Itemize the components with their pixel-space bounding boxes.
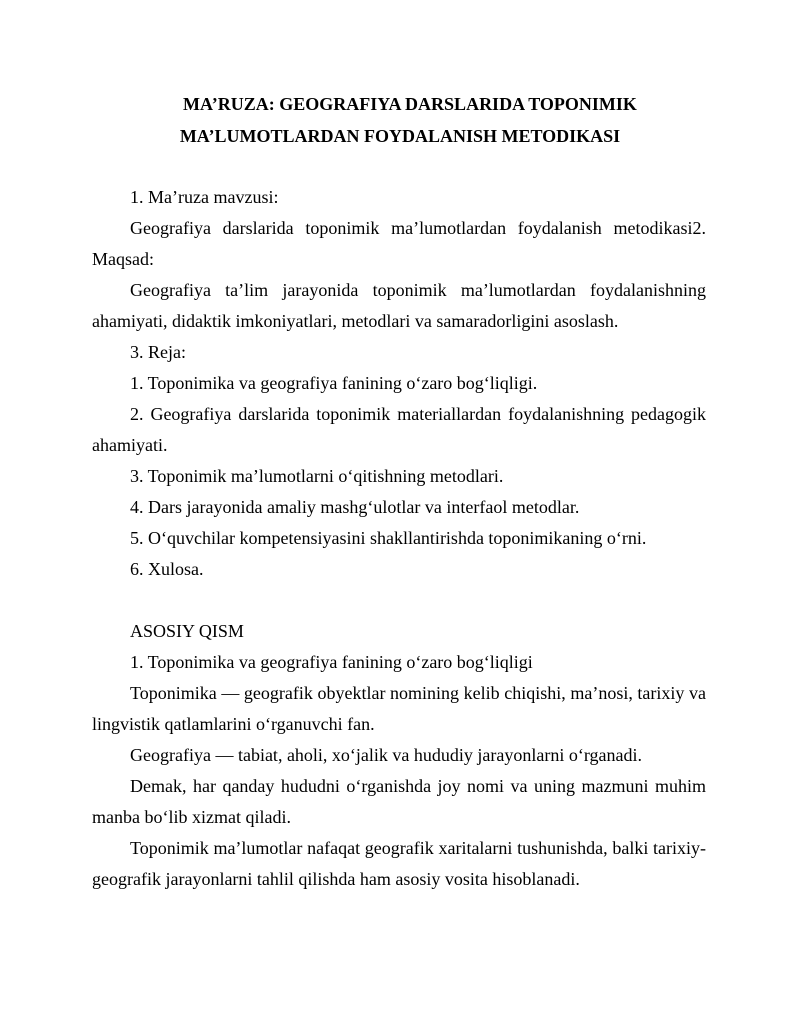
body-paragraph: Geografiya — tabiat, aholi, xo‘jalik va hududiy jarayonlarni o‘rganadi. (130, 745, 643, 765)
body-paragraph: Toponimik ma’lumotlar nafaqat geografik xaritalarni tushunishda, balki tarixiy-geografik jarayonlarni tahlil qilishda ham asosiy vosita hisoblanadi. (92, 838, 706, 889)
goal-text: Geografiya ta’lim jarayonida toponimik ma’lumotlardan foydalanishning ahamiyati, didaktik imkoniyatlari, metodlari va samaradorligini asoslash. (92, 280, 706, 331)
document-title-line-1: MA’RUZA: GEOGRAFIYA DARSLARIDA TOPONIMIK (183, 94, 637, 114)
plan-item: 3. Toponimik ma’lumotlarni o‘qitishning metodlari. (130, 466, 504, 486)
plan-item: 5. O‘quvchilar kompetensiyasini shakllantirishda toponimikaning o‘rni. (130, 528, 647, 548)
section-heading: 1. Toponimika va geografiya fanining o‘zaro bog‘liqligi (130, 652, 533, 672)
topic-text: Geografiya darslarida toponimik ma’lumotlardan foydalanish metodikasi2. Maqsad: (92, 218, 706, 269)
plan-item: 4. Dars jarayonida amaliy mashg‘ulotlar va interfaol metodlar. (130, 497, 580, 517)
plan-item: 6. Xulosa. (130, 559, 204, 579)
main-heading: ASOSIY QISM (130, 621, 244, 641)
plan-item: 1. Toponimika va geografiya fanining o‘zaro bog‘liqligi. (130, 373, 538, 393)
document-body (92, 182, 706, 895)
plan-heading: 3. Reja: (130, 342, 186, 362)
document-title-line-2: MA’LUMOTLARDAN FOYDALANISH METODIKASI (179, 126, 621, 146)
body-paragraph: Toponimika — geografik obyektlar nomining kelib chiqishi, ma’nosi, tarixiy va lingvistik qatlamlarini o‘rganuvchi fan. (92, 683, 706, 734)
section-spacer (92, 585, 706, 616)
topic-heading: 1. Ma’ruza mavzusi: (130, 187, 279, 207)
plan-item: 2. Geografiya darslarida toponimik materiallardan foydalanishning pedagogik ahamiyati. (92, 404, 706, 455)
body-paragraph: Demak, har qanday hududni o‘rganishda joy nomi va uning mazmuni muhim manba bo‘lib xizmat qiladi. (92, 776, 706, 827)
